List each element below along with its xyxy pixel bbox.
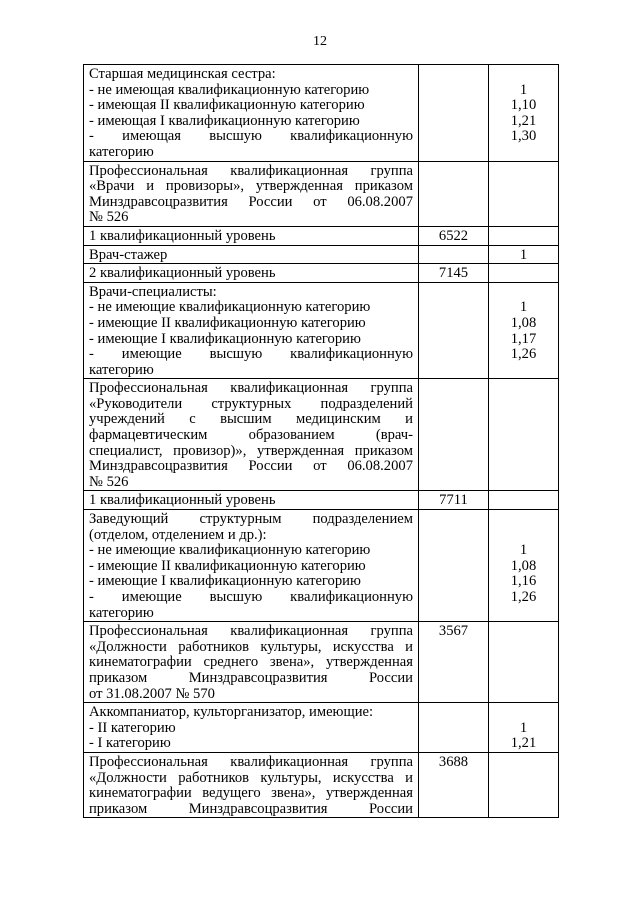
base-salary-cell	[419, 264, 489, 283]
base-salary-cell	[419, 491, 489, 510]
position-name-line: - имеющие II квалификационную категорию	[89, 557, 366, 574]
coefficient-cell	[489, 65, 559, 162]
page-number: 12	[313, 34, 327, 49]
table-row	[84, 379, 559, 491]
position-name-line: категорию	[89, 604, 154, 621]
position-name-line: специалист, провизор)», утвержденная приказом	[89, 442, 413, 459]
qualification-table	[83, 64, 559, 818]
base-salary-cell	[419, 510, 489, 622]
coefficient-cell	[489, 245, 559, 264]
position-name-line: «Должности работников культуры, искусства и	[89, 769, 413, 786]
position-name-line: «Руководители структурных подразделений	[89, 395, 413, 412]
coefficient-value: 1,08	[510, 557, 537, 574]
base-salary-cell	[419, 622, 489, 703]
coefficient-value: 1,30	[510, 128, 537, 145]
table-row	[84, 161, 559, 226]
position-name-line: 2 квалификационный уровень	[89, 265, 276, 282]
position-name-line: учреждений с высшим медицинским и	[89, 411, 413, 428]
position-name-line: Заведующий структурным подразделением	[89, 511, 413, 528]
base-salary-cell	[419, 703, 489, 753]
coefficient-cell	[489, 226, 559, 245]
position-name-line: - имеющие высшую квалификационную	[89, 346, 413, 363]
table-row	[84, 264, 559, 283]
position-name-line: - II категорию	[89, 719, 176, 736]
position-name-line: - имеющая I квалификационную категорию	[89, 112, 360, 129]
coefficient-value: 1,26	[510, 346, 537, 363]
coefficient-value: 1,26	[510, 589, 537, 605]
coefficient-cell	[489, 379, 559, 491]
position-name-line: (отделом, отделением и др.):	[89, 526, 267, 543]
position-name-line: - имеющие I квалификационную категорию	[89, 330, 361, 347]
table-row	[84, 245, 559, 264]
position-name-line: Минздравсоцразвития России от 06.08.2007	[89, 458, 413, 475]
position-name-line: 1 квалификационный уровень	[89, 227, 276, 244]
position-name-cell	[84, 510, 419, 622]
table-row	[84, 282, 559, 379]
base-salary-value: 6522	[438, 227, 469, 244]
table-row	[84, 622, 559, 703]
position-name-line: - имеющие II квалификационную категорию	[89, 314, 366, 331]
position-name-line: Профессиональная квалификационная группа	[89, 380, 413, 397]
table-row	[84, 752, 559, 817]
base-salary-cell	[419, 282, 489, 379]
coefficient-value: 1	[519, 246, 528, 263]
coefficient-cell	[489, 510, 559, 622]
table-row	[84, 703, 559, 753]
coefficient-value: 1	[519, 81, 528, 98]
coefficient-value: 1,10	[510, 97, 537, 114]
position-name-cell	[84, 282, 419, 379]
coefficient-value: 1,21	[510, 112, 537, 129]
position-name-line: кинематографии ведущего звена», утвержденная	[89, 785, 413, 802]
position-name-cell	[84, 752, 419, 817]
base-salary-cell	[419, 161, 489, 226]
coefficient-value: 1	[519, 299, 528, 316]
position-name-line: 1 квалификационный уровень	[89, 492, 276, 509]
position-name-line: «Должности работников культуры, искусства и	[89, 638, 413, 655]
position-name-cell	[84, 65, 419, 162]
coefficient-value: 1,21	[510, 735, 537, 752]
coefficient-value: 1	[519, 719, 528, 736]
position-name-line: № 526	[89, 209, 129, 226]
coefficient-cell	[489, 491, 559, 510]
table-row	[84, 65, 559, 162]
position-name-line: Врачи-специалисты:	[89, 283, 217, 300]
position-name-line: Профессиональная квалификационная группа	[89, 623, 413, 640]
position-name-line: фармацевтическим образованием (врач-	[89, 427, 413, 444]
coefficient-value: 1,16	[510, 573, 537, 590]
base-salary-cell	[419, 245, 489, 264]
coefficient-value: 1,08	[510, 314, 537, 331]
position-name-line: Старшая медицинская сестра:	[89, 66, 276, 82]
position-name-line: кинематографии среднего звена», утвержденная	[89, 654, 413, 671]
coefficient-cell	[489, 161, 559, 226]
position-name-line: - не имеющая квалификационную категорию	[89, 81, 370, 98]
base-salary-cell	[419, 752, 489, 817]
coefficient-cell	[489, 282, 559, 379]
base-salary-value: 3567	[438, 623, 469, 640]
position-name-cell	[84, 379, 419, 491]
base-salary-value: 7145	[438, 265, 469, 282]
position-name-line: Профессиональная квалификационная группа	[89, 162, 413, 179]
position-name-line: - имеющие высшую квалификационную	[89, 589, 413, 605]
table-row	[84, 226, 559, 245]
position-name-line: - I категорию	[89, 735, 171, 752]
position-name-line: - не имеющие квалификационную категорию	[89, 299, 371, 316]
position-name-cell	[84, 491, 419, 510]
position-name-cell	[84, 226, 419, 245]
coefficient-cell	[489, 703, 559, 753]
coefficient-value: 1	[519, 542, 528, 559]
base-salary-value: 3688	[438, 753, 469, 770]
position-name-line: приказом Минздравсоцразвития России	[89, 800, 413, 817]
coefficient-cell	[489, 622, 559, 703]
position-name-cell	[84, 622, 419, 703]
position-name-line: Профессиональная квалификационная группа	[89, 753, 413, 770]
base-salary-cell	[419, 226, 489, 245]
position-name-cell	[84, 161, 419, 226]
table-row	[84, 510, 559, 622]
position-name-line: от 31.08.2007 № 570	[89, 685, 215, 702]
base-salary-cell	[419, 379, 489, 491]
position-name-line: категорию	[89, 361, 154, 378]
coefficient-cell	[489, 264, 559, 283]
position-name-cell	[84, 703, 419, 753]
position-name-line: Врач-стажер	[89, 246, 168, 263]
position-name-line: приказом Минздравсоцразвития России	[89, 669, 413, 686]
position-name-cell	[84, 245, 419, 264]
table-row	[84, 491, 559, 510]
base-salary-cell	[419, 65, 489, 162]
position-name-line: - не имеющие квалификационную категорию	[89, 542, 371, 559]
position-name-line: Минздравсоцразвития России от 06.08.2007	[89, 193, 413, 210]
position-name-line: - имеющая II квалификационную категорию	[89, 97, 365, 114]
position-name-line: Аккомпаниатор, культорганизатор, имеющие:	[89, 704, 374, 721]
base-salary-value: 7711	[439, 492, 468, 509]
position-name-line: категорию	[89, 143, 154, 160]
coefficient-cell	[489, 752, 559, 817]
position-name-line: № 526	[89, 473, 129, 490]
position-name-line: - имеющие I квалификационную категорию	[89, 573, 361, 590]
position-name-line: - имеющая высшую квалификационную	[89, 128, 413, 145]
table-body	[84, 65, 559, 818]
position-name-line: «Врачи и провизоры», утвержденная приказом	[89, 178, 413, 195]
position-name-cell	[84, 264, 419, 283]
coefficient-value: 1,17	[510, 330, 537, 347]
